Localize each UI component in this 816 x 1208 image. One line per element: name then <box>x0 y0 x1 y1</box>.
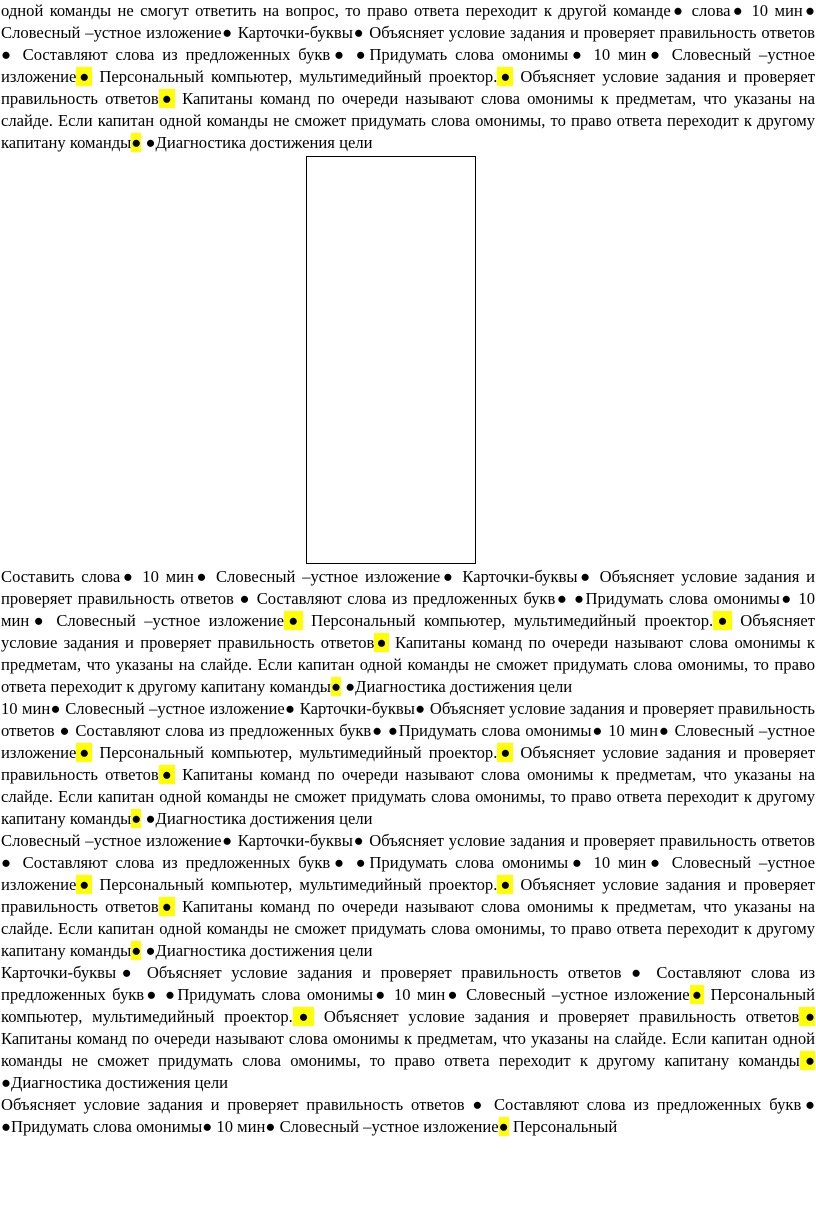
highlighted-bullet: ● <box>158 765 175 784</box>
text-segment: Объясняет условие задания и проверяет правильность ответов <box>1 67 815 108</box>
highlighted-bullet: ● <box>330 677 341 696</box>
text-segment: Персональный компьютер, мультимедийный проектор. <box>92 875 498 894</box>
text-segment: ●Диагностика достижения цели <box>1 1073 229 1092</box>
highlighted-bullet: ● <box>76 743 93 762</box>
empty-image-frame <box>306 156 476 564</box>
highlighted-bullet: ● <box>497 743 514 762</box>
highlighted-bullet: ● <box>799 1007 815 1026</box>
paragraph-4 <box>0 830 816 962</box>
highlighted-bullet: ● <box>158 897 175 916</box>
text-segment: Составить слова● 10 мин● Словесный –устное изложение● Карточки-буквы● Объясняет условие задания и проверяет правильность ответов ● Составляют слова из предложенных букв● ●Придумать слова омонимы● 10 мин● Словесный –устное изложение <box>1 567 815 630</box>
text-segment: Персональный компьютер, мультимедийный проектор. <box>1 985 815 1026</box>
text-segment: Капитаны команд по очереди называют слова омонимы к предметам, что указаны на слайде. Если капитан одной команды не сможет придумать слова омонимы, то право ответа переходит к другому капитану команды <box>1 897 815 960</box>
paragraph-3 <box>0 698 816 830</box>
highlighted-bullet: ● <box>689 985 705 1004</box>
text-segment: Объясняет условие задания и проверяет правильность ответов <box>314 1007 800 1026</box>
paragraph-6 <box>0 1094 816 1138</box>
text-segment: Объясняет условие задания и проверяет правильность ответов <box>1 743 815 784</box>
text-segment: Объясняет условие задания и проверяет правильность ответов <box>1 611 815 652</box>
highlighted-bullet: ● <box>284 611 303 630</box>
highlighted-bullet: ● <box>497 875 514 894</box>
text-segment: одной команды не смогут ответить на вопрос, то право ответа переходит к другой команде● слова● 10 мин● Словесный –устное изложение● Карточки-буквы● Объясняет условие задания и проверяет правильность ответов ● Составляют слова из предложенных букв● ●Придумать слова омонимы● 10 мин● Словесный –устное изложение <box>1 1 815 86</box>
highlighted-bullet: ● <box>131 133 142 152</box>
highlighted-bullet: ● <box>497 67 514 86</box>
text-segment: Словесный –устное изложение● Карточки-буквы● Объясняет условие задания и проверяет правильность ответов ● Составляют слова из предложенных букв● ●Придумать слова омонимы● 10 мин● Словесный –устное изложение <box>1 831 815 894</box>
text-segment: ●Диагностика достижения цели <box>141 133 373 152</box>
text-segment: Персональный <box>508 1117 618 1136</box>
text-segment: Объясняет условие задания и проверяет правильность ответов <box>1 875 815 916</box>
text-segment: 10 мин● Словесный –устное изложение● Карточки-буквы● Объясняет условие задания и проверяет правильность ответов ● Составляют слова из предложенных букв● ●Придумать слова омонимы● 10 мин● Словесный –устное изложение <box>1 699 815 762</box>
highlighted-bullet: ● <box>158 89 175 108</box>
highlighted-bullet: ● <box>131 809 142 828</box>
text-segment: Капитаны команд по очереди называют слова омонимы к предметам, что указаны на слайде. Если капитан одной команды не сможет придумать слова омонимы, то право ответа переходит к другому капитану команды <box>1 765 815 828</box>
highlighted-bullet: ● <box>292 1007 315 1026</box>
text-segment: Капитаны команд по очереди называют слова омонимы к предметам, что указаны на слайде. Если капитан одной команды не сможет придумать слова омонимы, то право ответа переходит к другому капитану команды <box>1 89 815 152</box>
text-segment: Персональный компьютер, мультимедийный проектор. <box>92 67 498 86</box>
text-segment: ●Диагностика достижения цели <box>141 941 373 960</box>
text-segment: Капитаны команд по очереди называют слова омонимы к предметам, что указаны на слайде. Если капитан одной команды не сможет придумать слова омонимы, то право ответа переходит к другому капитану команды <box>1 633 815 696</box>
paragraph-1 <box>0 0 816 154</box>
highlighted-bullet: ● <box>131 941 142 960</box>
text-segment: Объясняет условие задания и проверяет правильность ответов ● Составляют слова из предложенных букв● ●Придумать слова омонимы● 10 мин● Словесный –устное изложение <box>1 1095 815 1136</box>
text-segment: ●Диагностика достижения цели <box>340 677 573 696</box>
highlighted-bullet: ● <box>76 67 93 86</box>
highlighted-bullet: ● <box>713 611 732 630</box>
text-segment: Персональный компьютер, мультимедийный проектор. <box>302 611 714 630</box>
paragraph-2 <box>0 566 816 698</box>
highlighted-bullet: ● <box>799 1051 815 1070</box>
text-segment: Капитаны команд по очереди называют слова омонимы к предметам, что указаны на слайде. Если капитан одной команды не сможет придумать слова омонимы, то право ответа переходит к другому капитану команды <box>1 1029 815 1070</box>
highlighted-bullet: ● <box>498 1117 509 1136</box>
text-segment: ●Диагностика достижения цели <box>141 809 373 828</box>
highlighted-bullet: ● <box>374 633 389 652</box>
text-segment: Персональный компьютер, мультимедийный проектор. <box>92 743 498 762</box>
text-segment: Карточки-буквы● Объясняет условие задания и проверяет правильность ответов ● Составляют слова из предложенных букв● ●Придумать слова омонимы● 10 мин● Словесный –устное изложение <box>1 963 815 1004</box>
highlighted-bullet: ● <box>76 875 93 894</box>
paragraph-5 <box>0 962 816 1094</box>
